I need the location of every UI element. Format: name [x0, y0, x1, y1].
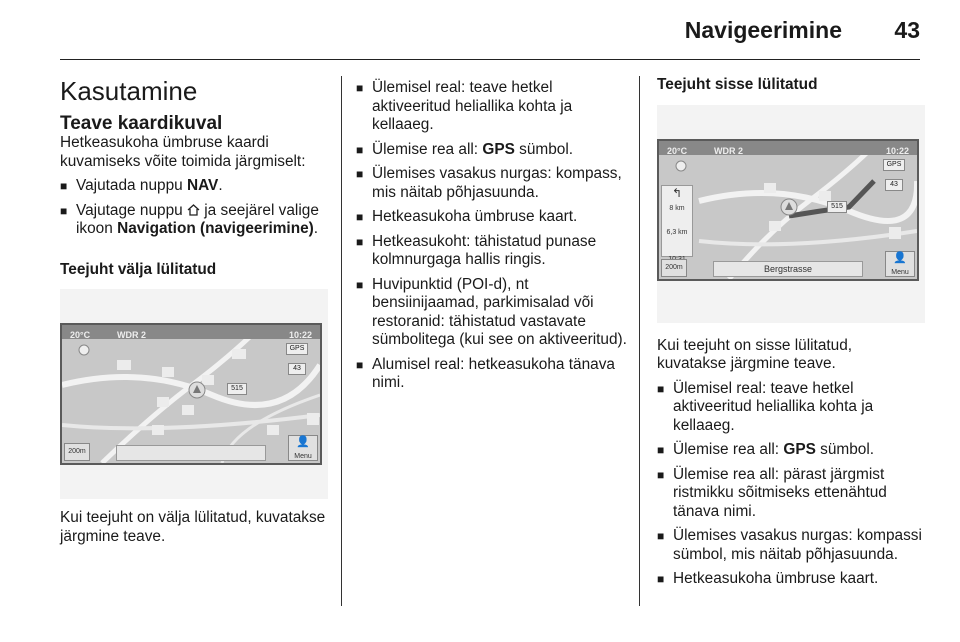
- clock: 10:22: [288, 330, 312, 340]
- bullet-navigation: ■ Vajutage nuppu ja seejärel valige ikoon Navigation (navigeerimine).: [60, 202, 328, 239]
- map-image-guidance: [659, 141, 917, 279]
- gps-symbol: GPS: [883, 159, 905, 171]
- list-item: ■ Ülemise rea all: pärast järgmist ristmikku sõitmiseks ettenähtud tänava nimi.: [657, 466, 925, 522]
- person-icon: 👤: [893, 251, 907, 264]
- list-item: ■ Hetkeasukoha ümbruse kaart.: [657, 570, 925, 589]
- scale-button[interactable]: 200m: [64, 443, 90, 461]
- menu-button[interactable]: 👤 Menu: [288, 435, 318, 461]
- nav-key: NAV: [186, 177, 219, 194]
- status-bar: [659, 141, 917, 155]
- gps-symbol: GPS: [286, 343, 308, 355]
- list-item: ■ Ülemises vasakus nurgas: kompassi sümbol, mis näitab põhjasuunda.: [657, 527, 925, 564]
- page-header: [0, 0, 960, 60]
- page-number: 43: [894, 17, 920, 43]
- navigation-key: Navigation (navigeerimine): [117, 220, 314, 237]
- guidance-panel: [661, 185, 693, 257]
- gps-key: GPS: [783, 441, 816, 458]
- header-rule: [60, 59, 920, 60]
- intro-text: Hetkeasukoha ümbruse kaardi kuvamiseks võite toimida järgmiselt:: [60, 134, 306, 170]
- clock: 10:22: [885, 145, 909, 156]
- list-item: ■ Ülemise rea all: GPS sümbol.: [356, 141, 628, 160]
- column-2: [356, 79, 628, 399]
- column-1: [60, 76, 328, 546]
- list-item: ■ Ülemises vasakus nurgas: kompass, mis näitab põhjasuunda.: [356, 165, 628, 202]
- route-badge: 43: [885, 179, 903, 191]
- temperature: 20°C: [667, 145, 688, 156]
- subsection-heading: Teave kaardikuval: [60, 113, 223, 134]
- bullet-nav: ■ Vajutada nuppu NAV.: [60, 177, 328, 196]
- column-3: [657, 76, 925, 589]
- list-item: ■ Hetkeasukoht: tähistatud punase kolmnurgaga hallis ringis.: [356, 233, 628, 270]
- turn-arrow-icon: ↰: [671, 185, 683, 200]
- column-divider-2: [639, 76, 640, 606]
- audio-source: WDR 2: [714, 145, 743, 156]
- section-heading: Kasutamine: [60, 76, 198, 106]
- map-image: [62, 325, 320, 463]
- status-bar: [62, 325, 320, 339]
- temperature: 20°C: [70, 330, 91, 340]
- page-title: Navigeerimine: [684, 17, 842, 43]
- list-item: ■ Ülemisel real: teave hetkel aktiveeritud heliallika kohta ja kellaaeg.: [657, 380, 925, 436]
- turn-distance: 8 km: [669, 204, 685, 212]
- scale-button[interactable]: 200m: [661, 259, 687, 277]
- caption-text: Kui teejuht on välja lülitatud, kuvatakse järgmine teave.: [60, 509, 326, 545]
- road-number: 515: [227, 383, 247, 395]
- menu-button[interactable]: 👤 Menu: [885, 251, 915, 277]
- list-item: ■ Ülemise rea all: GPS sümbol.: [657, 441, 925, 460]
- person-icon: 👤: [296, 436, 310, 448]
- guidance-off-title: Teejuht välja lülitatud: [60, 260, 217, 278]
- home-icon: [187, 204, 200, 216]
- intro-text: Kui teejuht on sisse lülitatud, kuvatakse järgmine teave.: [657, 336, 853, 372]
- list-item: ■ Alumisel real: hetkeasukoha tänava nimi.: [356, 356, 628, 393]
- map-screenshot-guidance-off: [60, 289, 328, 499]
- map-screenshot-guidance-on: [657, 105, 925, 323]
- gps-key: GPS: [482, 140, 515, 158]
- route-badge: 43: [288, 363, 306, 375]
- audio-source: WDR 2: [117, 330, 146, 340]
- destination-distance: 6,3 km: [666, 229, 688, 236]
- list-item: ■ Huvipunktid (POI-d), nt bensiinijaamad, parkimisalad või restoranid: tähistatud vastavate sümbolitega (kui see on aktiveeritud).: [356, 276, 628, 350]
- list-item: ■ Hetkeasukoha ümbruse kaart.: [356, 208, 628, 227]
- road-number: 515: [827, 201, 847, 213]
- street-name: Bergstrasse: [713, 261, 863, 277]
- guidance-on-title: Teejuht sisse lülitatud: [657, 76, 818, 93]
- list-item: ■ Ülemisel real: teave hetkel aktiveeritud heliallika kohta ja kellaaeg.: [356, 79, 628, 135]
- column-divider-1: [341, 76, 342, 606]
- street-bar: [116, 445, 266, 461]
